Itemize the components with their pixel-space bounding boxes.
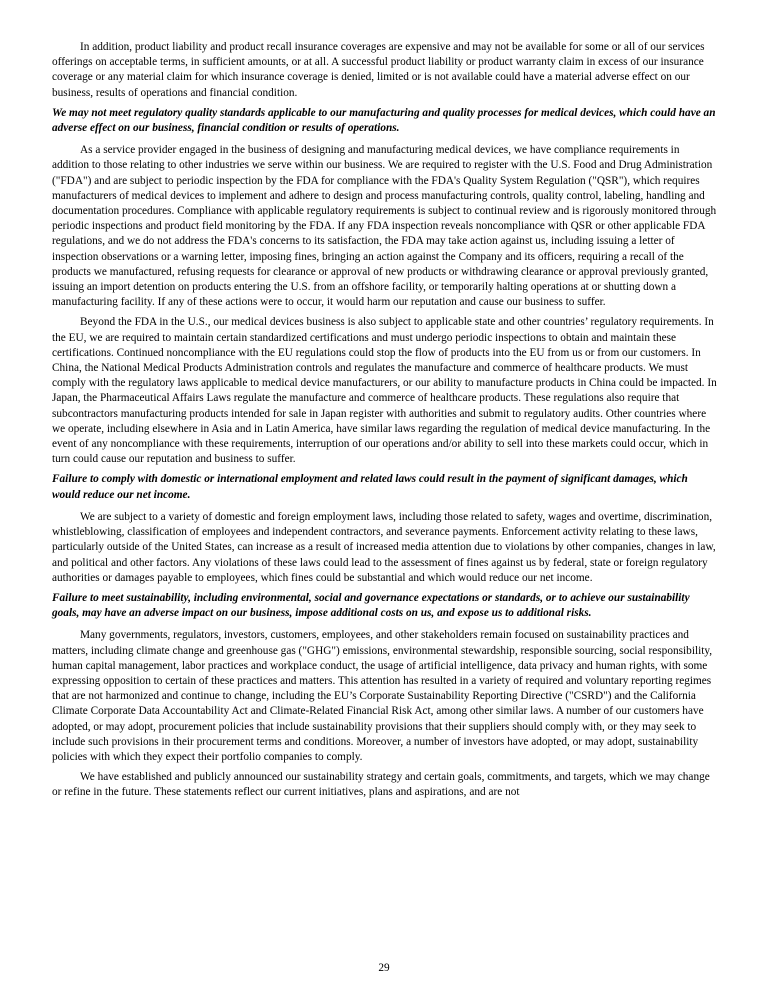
page-number: 29 bbox=[378, 962, 390, 974]
heading-regulatory-quality-standards: We may not meet regulatory quality standards applicable to our manufacturing and quality processes for medical devices, which could have an adverse effect on our business, financial condition or results of operations. bbox=[52, 106, 716, 135]
paragraph-sustainability-strategy: We have established and publicly announced our sustainability strategy and certain goals, commitments, and targets, which we may change or refine in the future. These statements reflect our current initiatives, plans and aspirations, and are not bbox=[52, 771, 710, 799]
paragraph-insurance-coverage: In addition, product liability and product recall insurance coverages are expensive and may not be available for some or all of our services offerings on acceptable terms, in sufficient amounts, or at all. A successful product liability or product warranty claim in excess of our insurance coverage or any material claim for which insurance coverage is denied, limited or is not available could have a material adverse effect on our business, results of operations and financial condition. bbox=[52, 41, 705, 99]
heading-sustainability: Failure to meet sustainability, including environmental, social and governance expectations or standards, or to achieve our sustainability goals, may have an adverse impact on our business, impose additional costs on us, and expose us to additional risks. bbox=[52, 591, 690, 620]
paragraph-international-regulation: Beyond the FDA in the U.S., our medical devices business is also subject to applicable state and other countries’ regulatory requirements. In the EU, we are required to maintain certain standardized certifications and must undergo periodic inspections to obtain and maintain these certifications. Continued noncompliance with the EU regulations could stop the flow of products into the EU from us or from our customers. In China, the National Medical Products Administration controls and regulates the manufacture and commerce of healthcare products. We must comply with the regulatory laws applicable to medical device manufacturers, or our ability to manufacture products in China could be impacted. In Japan, the Pharmaceutical Affairs Laws regulate the manufacture and commerce of healthcare products. These regulations also require that subcontractors manufacturing products intended for sale in Japan register with authorities and submit to regulatory audits. Other countries where we operate, including elsewhere in Asia and in Latin America, have similar laws regarding the regulation of medical device manufacturing. In the event of any noncompliance with these requirements, interruption of our operations and/or ability to sell into these markets could occur, which in turn could cause our reputation and business to suffer. bbox=[52, 316, 717, 466]
paragraph-fda-compliance: As a service provider engaged in the business of designing and manufacturing medical devices, we have compliance requirements in addition to those relating to other industries we serve within our business. We are required to register with the U.S. Food and Drug Administration ("FDA") and are subject to periodic inspection by the FDA for compliance with the FDA's Quality System Regulation ("QSR"), which requires manufacturers of medical devices to implement and adhere to design and process manufacturing controls, quality control, labeling, handling and documentation procedures. Compliance with applicable regulatory requirements is subject to continual review and is rigorously monitored through periodic inspections and product field monitoring by the FDA. If any FDA inspection reveals noncompliance with QSR or other applicable FDA regulations, and we do not address the FDA's concerns to its satisfaction, the FDA may take action against us, including issuing a letter of inspection observations or a warning letter, imposing fines, bringing an action against the Company and its officers, requiring a recall of the products we manufactured, refusing requests for clearance or approval of new products or withdrawing clearance or approval previously granted, issuing an import detention on products entering the U.S. from an offshore facility, or temporarily halting operations at or shutting down a manufacturing facility. If any of these actions were to occur, it would harm our reputation and cause our business to suffer. bbox=[52, 144, 717, 309]
paragraph-sustainability-stakeholders: Many governments, regulators, investors, customers, employees, and other stakeholders remain focused on sustainability practices and matters, including climate change and greenhouse gas ("GHG") emissions, environmental stewardship, responsible sourcing, social responsibility, human capital management, labor practices and workplace conduct, the usage of artificial intelligence, data privacy and human rights, with some expressing opposition to certain of these practices and matters. This attention has resulted in a variety of required and voluntary reporting regimes that are not harmonized and continue to change, including the EU’s Corporate Sustainability Reporting Directive ("CSRD") and the California Climate Corporate Data Accountability Act and Climate-Related Financial Risk Act, among other similar laws. A number of our customers have adopted, or may adopt, procurement policies that include sustainability provisions that their suppliers should comply with, or they may seek to include such provisions in their procurement terms and conditions. Moreover, a number of investors have adopted, or may adopt, sustainability policies with which they expect their portfolio companies to comply. bbox=[52, 629, 713, 763]
paragraph-employment-laws: We are subject to a variety of domestic and foreign employment laws, including those related to safety, wages and overtime, discrimination, whistleblowing, classification of employees and independent contractors, and severance payments. Enforcement activity relating to these laws, particularly outside of the United States, can increase as a result of increased media attention due to violations by other companies, changes in law, and political and other factors. Any violations of these laws could lead to the assessment of fines against us by federal, state or foreign regulatory authorities or damages payable to employees, which fines could be substantial and which would reduce our net income. bbox=[52, 510, 716, 584]
heading-employment-laws: Failure to comply with domestic or international employment and related laws could result in the payment of significant damages, which would reduce our net income. bbox=[52, 473, 688, 501]
page-content bbox=[52, 40, 718, 806]
